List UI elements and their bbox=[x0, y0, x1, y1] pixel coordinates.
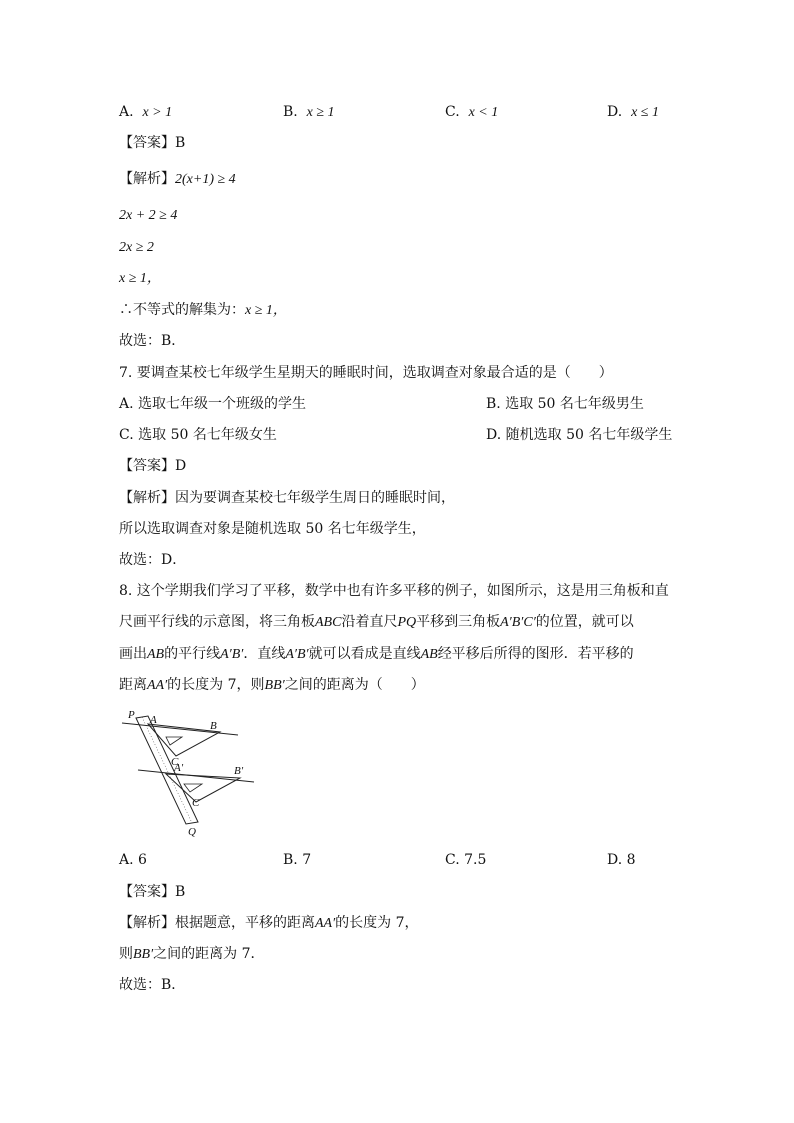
q8-option-d: D. 8 bbox=[607, 852, 636, 868]
q6-step-4: x ≥ 1， bbox=[119, 271, 161, 286]
q8-stem-line-3: 画出AB的平行线A′B′．直线A′B′就可以看成是直线AB经平移后所得的图形．若平移的 bbox=[119, 646, 634, 662]
q6-option-c: C. x < 1 bbox=[445, 104, 499, 120]
q6-conclusion: ∴不等式的解集为：x ≥ 1， bbox=[119, 302, 287, 318]
q7-choose: 故选：D． bbox=[119, 552, 187, 568]
q7-option-d: D. 随机选取 50 名七年级学生 bbox=[486, 427, 673, 443]
line-ab bbox=[122, 723, 238, 735]
q8-choose: 故选：B． bbox=[119, 977, 186, 993]
label-c-prime: C bbox=[192, 797, 200, 809]
q6-option-a: A. x > 1 bbox=[119, 104, 173, 120]
q8-analysis-2: 则BB′之间的距离为 7． bbox=[119, 946, 265, 962]
q7-option-c: C. 选取 50 名七年级女生 bbox=[119, 427, 277, 443]
label-b-prime: B′ bbox=[234, 765, 244, 777]
q8-stem-line-2: 尺画平行线的示意图，将三角板ABC沿着直尺PQ平移到三角板A′B′C′的位置，就可以 bbox=[119, 614, 634, 630]
label-a-prime: A′ bbox=[174, 762, 184, 774]
label-a: A bbox=[150, 714, 157, 726]
q6-answer: 【答案】B bbox=[119, 135, 186, 151]
q8-stem-line-4: 距离AA′的长度为 7，则BB′之间的距离为（ ） bbox=[119, 677, 425, 693]
q6-option-d: D. x ≤ 1 bbox=[607, 104, 659, 120]
q8-analysis: 【解析】根据题意，平移的距离AA′的长度为 7， bbox=[119, 915, 419, 931]
q8-stem-line-1: 8. 这个学期我们学习了平移，数学中也有许多平移的例子，如图所示，这是用三角板和直 bbox=[119, 583, 669, 599]
q8-answer: 【答案】B bbox=[119, 884, 186, 900]
q7-analysis-2: 所以选取调查对象是随机选取 50 名七年级学生， bbox=[119, 521, 426, 537]
q6-analysis: 【解析】2(x+1) ≥ 4 bbox=[119, 171, 236, 187]
q6-step-3: 2x ≥ 2 bbox=[119, 240, 154, 255]
q7-answer: 【答案】D bbox=[119, 458, 187, 474]
label-q: Q bbox=[188, 826, 196, 838]
q6-option-b: B. x ≥ 1 bbox=[283, 104, 335, 120]
q6-choose: 故选：B． bbox=[119, 333, 186, 349]
q8-option-b: B. 7 bbox=[283, 852, 312, 868]
ruler-triangle-figure bbox=[116, 704, 256, 839]
label-b: B bbox=[210, 720, 217, 732]
q7-option-b: B. 选取 50 名七年级男生 bbox=[486, 396, 644, 412]
q6-step-2: 2x + 2 ≥ 4 bbox=[119, 208, 178, 223]
q8-option-c: C. 7.5 bbox=[445, 852, 487, 868]
q7-option-a: A. 选取七年级一个班级的学生 bbox=[119, 396, 307, 412]
ruler-pq bbox=[136, 716, 198, 824]
q7-stem: 7. 要调查某校七年级学生星期天的睡眠时间，选取调查对象最合适的是（ ） bbox=[119, 365, 613, 381]
q8-option-a: A. 6 bbox=[119, 852, 147, 868]
label-p: P bbox=[128, 709, 135, 721]
q7-analysis: 【解析】因为要调查某校七年级学生周日的睡眠时间， bbox=[119, 490, 455, 506]
label-c: C bbox=[171, 756, 179, 768]
